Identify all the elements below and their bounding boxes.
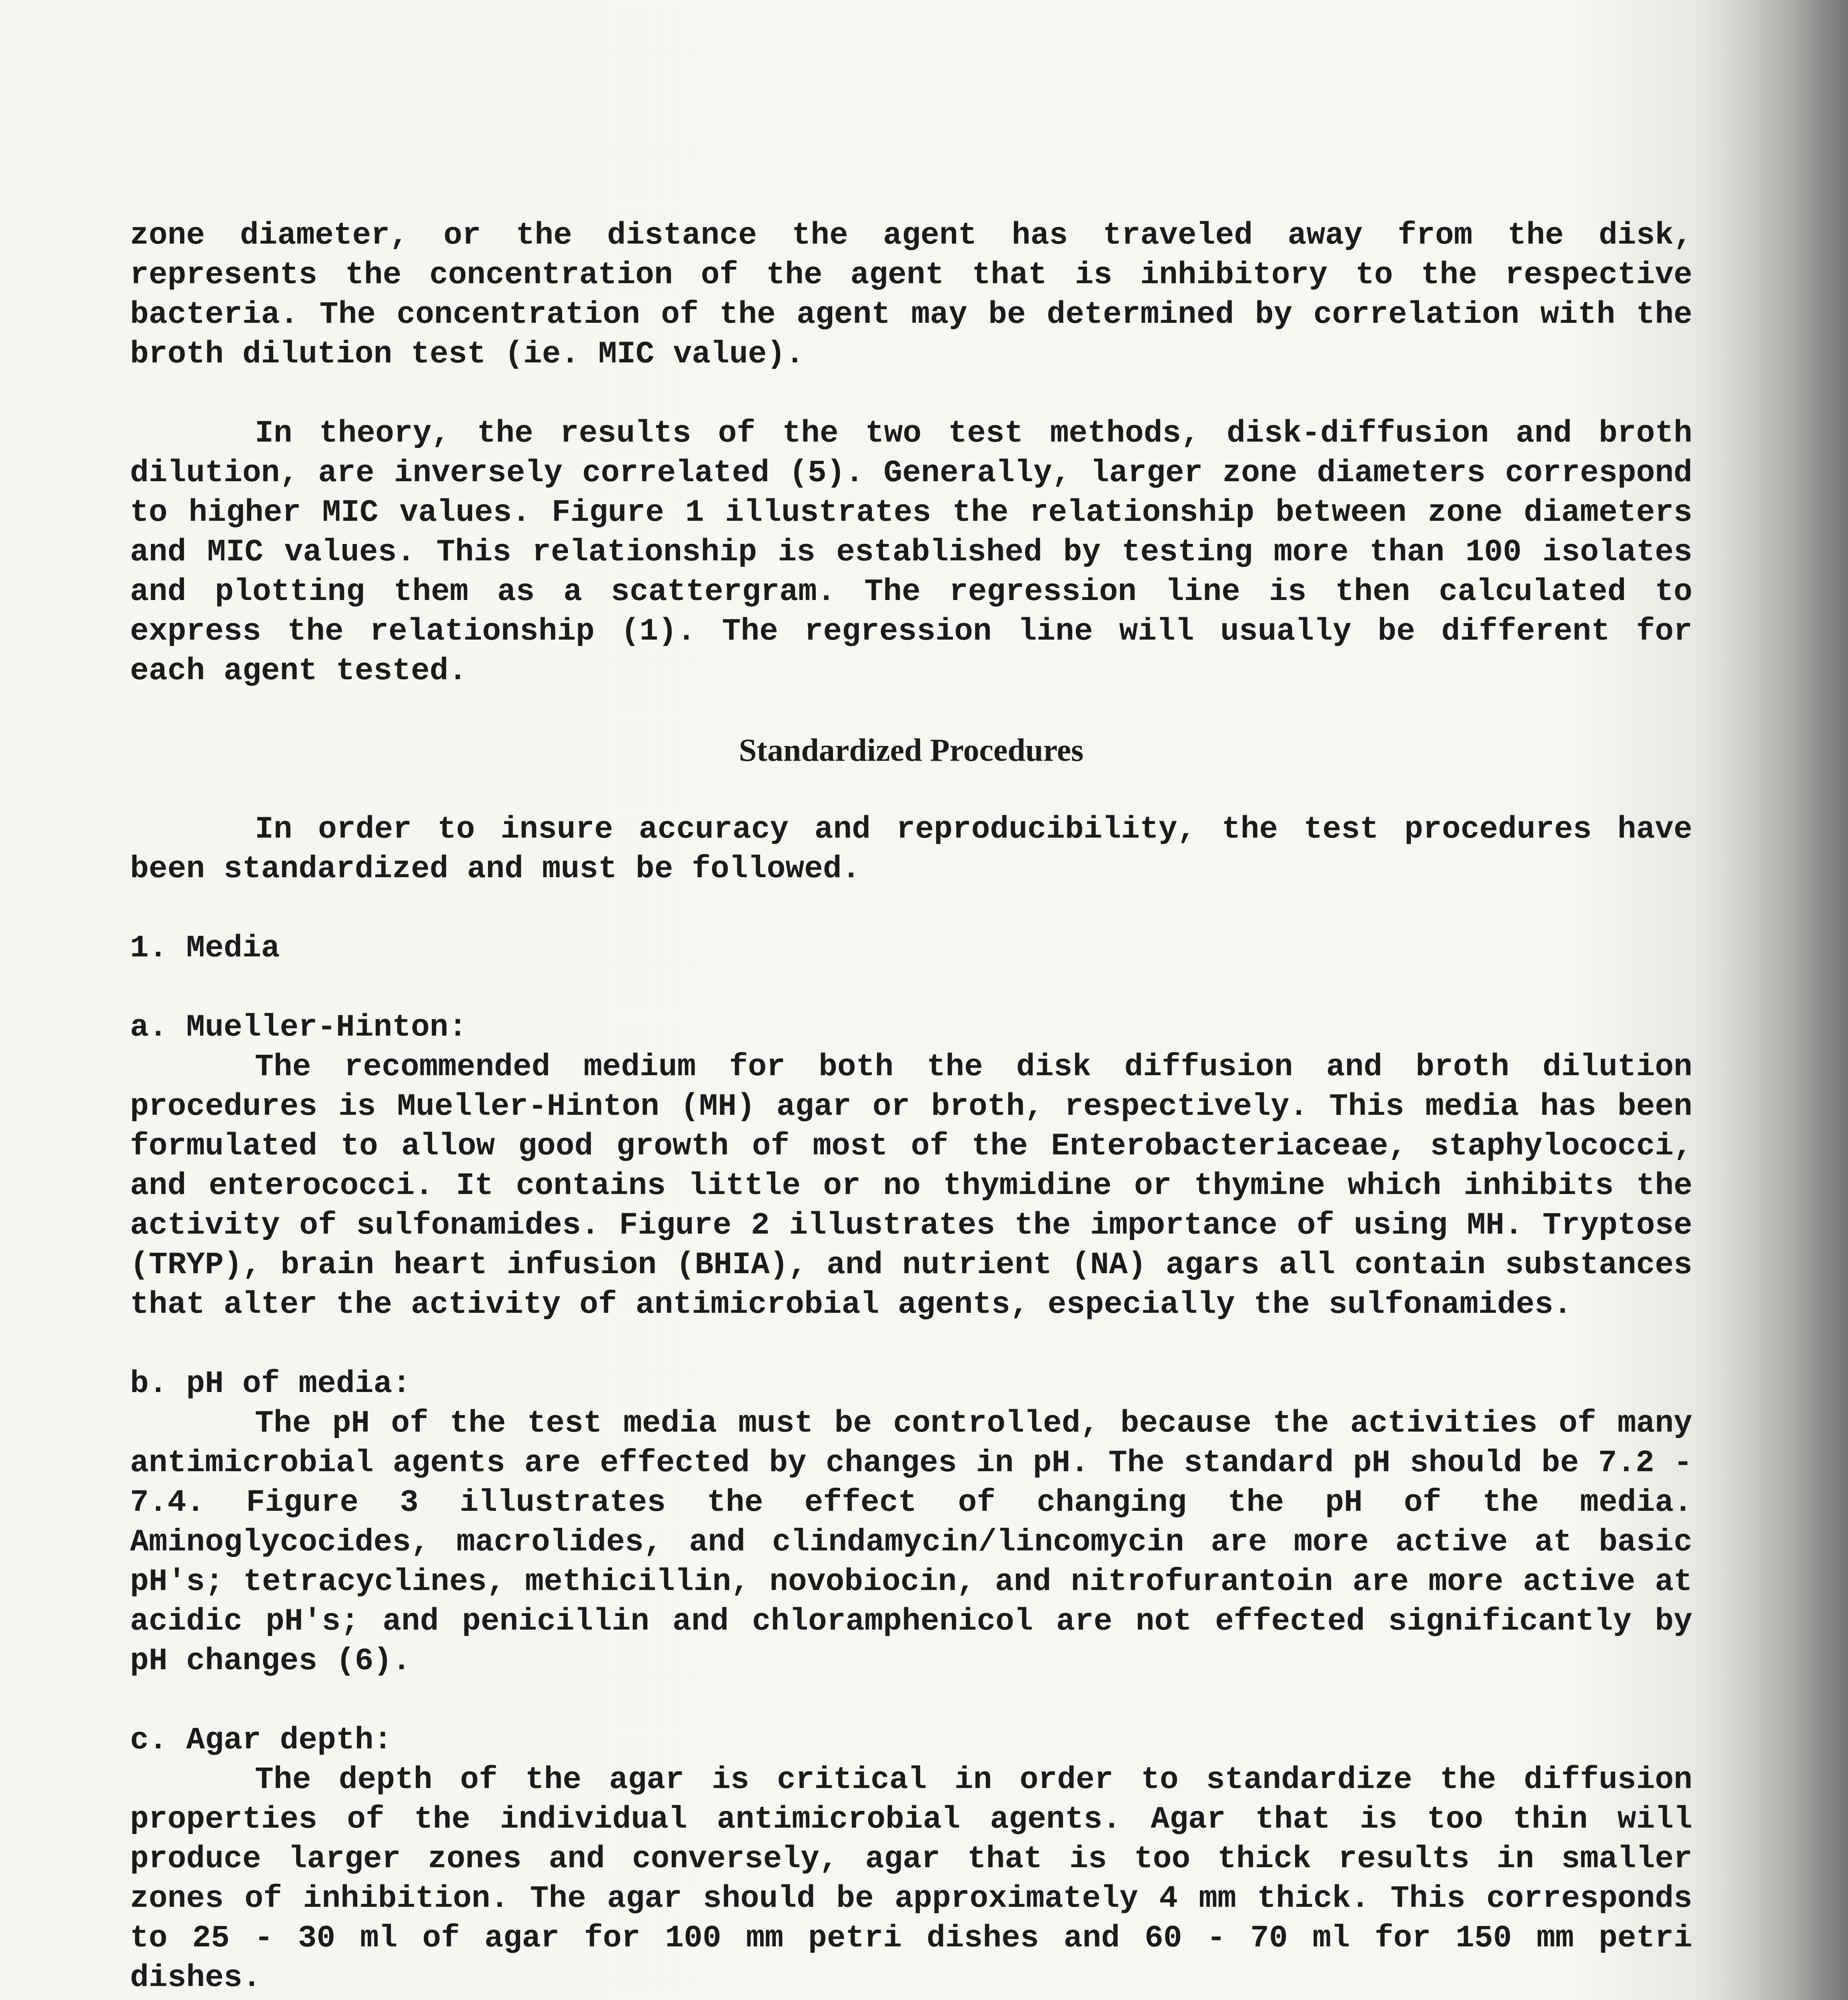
agar-depth-label: c. Agar depth:	[130, 1723, 392, 1758]
paragraph-zone-diameter: zone diameter, or the distance the agent has traveled away from the disk, represents the concentration of the agent that is inhibitory to the respective bacteria. The concentration of the agent may be determined by correlation with the broth dilution test (ie. MIC value).	[130, 218, 1692, 372]
paragraph-intro: In order to insure accuracy and reproducibility, the test procedures have been standardized and must be followed.	[130, 812, 1692, 887]
page-content	[130, 216, 1692, 2000]
paragraph-agar-depth: The depth of the agar is critical in order to standardize the diffusion properties of the individual antimicrobial agents. Agar that is too thin will produce larger zones and conversely, agar that is too thick results in smaller zones of inhibition. The agar should be approximately 4 mm thick. This corresponds to 25 - 30 ml of agar for 100 mm petri dishes and 60 - 70 ml for 150 mm petri dishes.	[130, 1762, 1692, 1996]
paragraph-ph: The pH of the test media must be controlled, because the activities of many antimicrobial agents are effected by changes in pH. The standard pH should be 7.2 - 7.4. Figure 3 illustrates the effect of changing the pH of the media. Aminoglycocides, macrolides, and clindamycin/lincomycin are more active at basic pH's; tetracyclines, methicillin, novobiocin, and nitrofurantoin are more active at acidic pH's; and penicillin and chloramphenicol are not effected significantly by pH changes (6).	[130, 1406, 1692, 1679]
binding-shadow	[1728, 0, 1848, 2000]
media-label: 1. Media	[130, 931, 280, 966]
section-heading: Standardized Procedures	[739, 733, 1084, 768]
paragraph-theory: In theory, the results of the two test methods, disk-diffusion and broth dilution, are inversely correlated (5). Generally, larger zone diameters correspond to higher MIC values. Figure 1 illustrates the relationship between zone diameters and MIC values. This relationship is established by testing more than 100 isolates and plotting them as a scattergram. The regression line is then calculated to express the relationship (1). The regression line will usually be different for each agent tested.	[130, 416, 1692, 689]
ph-label: b. pH of media:	[130, 1366, 411, 1402]
mueller-hinton-label: a. Mueller-Hinton:	[130, 1010, 467, 1045]
paragraph-mueller-hinton: The recommended medium for both the disk diffusion and broth dilution procedures is Mueller-Hinton (MH) agar or broth, respectively. This media has been formulated to allow good growth of most of the Enterobacteriaceae, staphylococci, and enterococci. It contains little or no thymidine or thymine which inhibits the activity of sulfonamides. Figure 2 illustrates the importance of using MH. Tryptose (TRYP), brain heart infusion (BHIA), and nutrient (NA) agars all contain substances that alter the activity of antimicrobial agents, especially the sulfonamides.	[130, 1050, 1692, 1322]
